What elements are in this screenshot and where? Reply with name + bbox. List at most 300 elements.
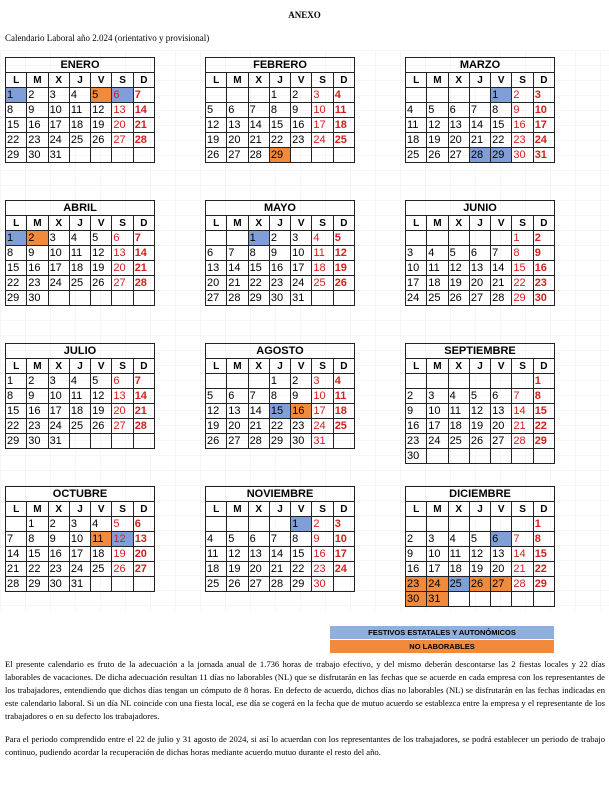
weekday-header: M: [227, 359, 248, 374]
weekday-header: S: [112, 73, 133, 88]
weekday-header: M: [427, 216, 448, 231]
day-cell: 14: [133, 389, 154, 404]
day-cell: 23: [406, 434, 427, 449]
day-cell: 14: [133, 103, 154, 118]
day-cell: 6: [206, 246, 227, 261]
day-cell: 23: [512, 133, 533, 148]
weekday-header: J: [469, 502, 490, 517]
day-cell: 29: [269, 434, 290, 449]
day-cell: 24: [291, 276, 312, 291]
day-cell: 28: [248, 434, 269, 449]
day-cell: 6: [112, 374, 133, 389]
empty-cell: [533, 449, 554, 464]
day-cell: 19: [91, 404, 112, 419]
day-cell: 20: [448, 133, 469, 148]
day-cell: 8: [269, 389, 290, 404]
day-cell: 20: [112, 118, 133, 133]
day-cell: 30: [291, 434, 312, 449]
day-cell: 17: [312, 404, 333, 419]
weekday-header: V: [491, 216, 512, 231]
day-cell: 25: [427, 291, 448, 306]
day-cell: 11: [333, 389, 354, 404]
weekday-header: L: [406, 359, 427, 374]
day-cell: 20: [112, 261, 133, 276]
weekday-header: V: [291, 502, 312, 517]
empty-cell: [133, 434, 154, 449]
day-cell: 19: [206, 133, 227, 148]
day-cell: 2: [291, 88, 312, 103]
day-cell: 9: [512, 103, 533, 118]
empty-cell: [91, 434, 112, 449]
month-julio: [5, 343, 155, 449]
day-cell: 10: [533, 103, 554, 118]
weekday-header: X: [48, 502, 69, 517]
day-cell: 23: [291, 419, 312, 434]
empty-cell: [69, 434, 90, 449]
empty-cell: [291, 148, 312, 163]
day-cell: 23: [533, 276, 554, 291]
day-cell: 2: [533, 231, 554, 246]
day-cell: 2: [27, 231, 48, 246]
day-cell: 26: [112, 562, 133, 577]
day-cell: 6: [227, 103, 248, 118]
weekday-header: X: [448, 216, 469, 231]
month-enero: [5, 57, 155, 163]
day-cell: 3: [406, 246, 427, 261]
day-cell: 18: [406, 133, 427, 148]
day-cell: 11: [406, 118, 427, 133]
day-cell: 25: [333, 419, 354, 434]
weekday-header: L: [406, 73, 427, 88]
weekday-header: J: [69, 502, 90, 517]
day-cell: 1: [491, 88, 512, 103]
day-cell: 31: [48, 434, 69, 449]
day-cell: 17: [333, 547, 354, 562]
empty-cell: [133, 148, 154, 163]
day-cell: 8: [6, 103, 27, 118]
day-cell: 12: [112, 532, 133, 547]
day-cell: 5: [448, 246, 469, 261]
empty-cell: [491, 449, 512, 464]
day-cell: 6: [133, 517, 154, 532]
day-cell: 7: [469, 103, 490, 118]
day-cell: 6: [491, 389, 512, 404]
day-cell: 27: [112, 276, 133, 291]
day-cell: 1: [6, 374, 27, 389]
day-cell: 30: [269, 291, 290, 306]
empty-cell: [227, 517, 248, 532]
day-cell: 8: [27, 532, 48, 547]
day-cell: 9: [291, 389, 312, 404]
day-cell: 31: [427, 592, 448, 607]
weekday-header: X: [48, 216, 69, 231]
month-name: ABRIL: [6, 201, 155, 216]
empty-cell: [333, 434, 354, 449]
weekday-header: S: [112, 502, 133, 517]
empty-cell: [248, 517, 269, 532]
day-cell: 13: [112, 389, 133, 404]
month-name: FEBRERO: [206, 58, 355, 73]
day-cell: 12: [333, 246, 354, 261]
day-cell: 10: [48, 389, 69, 404]
day-cell: 4: [69, 88, 90, 103]
day-cell: 26: [469, 434, 490, 449]
day-cell: 10: [291, 246, 312, 261]
page-title: ANEXO: [288, 10, 321, 20]
empty-cell: [448, 592, 469, 607]
month-name: DICIEMBRE: [406, 487, 555, 502]
empty-cell: [206, 374, 227, 389]
day-cell: 23: [27, 276, 48, 291]
empty-cell: [427, 374, 448, 389]
day-cell: 30: [533, 291, 554, 306]
day-cell: 15: [269, 118, 290, 133]
day-cell: 11: [91, 532, 112, 547]
paragraph-periodo-continuo: Para el periodo comprendido entre el 22 de julio y 31 agosto de 2024, si así lo acuerdan con los representantes de los trabajadores, se podrá establecer un periodo de trabajo continuo, pudiendo acordar la recuperación de dichas horas mediante acuerdo mutuo durante el resto del año.: [5, 734, 605, 757]
day-cell: 1: [512, 231, 533, 246]
empty-cell: [469, 517, 490, 532]
weekday-header: S: [512, 359, 533, 374]
day-cell: 13: [248, 547, 269, 562]
day-cell: 28: [133, 276, 154, 291]
day-cell: 17: [312, 118, 333, 133]
day-cell: 14: [248, 118, 269, 133]
day-cell: 17: [48, 261, 69, 276]
day-cell: 18: [206, 562, 227, 577]
day-cell: 18: [448, 419, 469, 434]
month-name: OCTUBRE: [6, 487, 155, 502]
day-cell: 18: [69, 261, 90, 276]
day-cell: 5: [91, 374, 112, 389]
day-cell: 28: [133, 419, 154, 434]
weekday-header: V: [491, 73, 512, 88]
day-cell: 16: [27, 261, 48, 276]
month-marzo: [405, 57, 555, 163]
day-cell: 25: [333, 133, 354, 148]
month-name: ENERO: [6, 58, 155, 73]
day-cell: 26: [227, 577, 248, 592]
day-cell: 27: [469, 291, 490, 306]
day-cell: 27: [491, 434, 512, 449]
day-cell: 9: [27, 103, 48, 118]
day-cell: 16: [533, 261, 554, 276]
weekday-header: L: [6, 216, 27, 231]
day-cell: 3: [312, 374, 333, 389]
weekday-header: J: [69, 216, 90, 231]
day-cell: 22: [512, 276, 533, 291]
day-cell: 2: [406, 389, 427, 404]
weekday-header: M: [227, 216, 248, 231]
day-cell: 20: [133, 547, 154, 562]
weekday-header: D: [533, 359, 554, 374]
weekday-header: J: [269, 216, 290, 231]
day-cell: 1: [533, 374, 554, 389]
empty-cell: [206, 88, 227, 103]
day-cell: 25: [406, 148, 427, 163]
day-cell: 1: [533, 517, 554, 532]
weekday-header: L: [6, 359, 27, 374]
day-cell: 14: [133, 246, 154, 261]
day-cell: 19: [469, 562, 490, 577]
weekday-header: L: [406, 216, 427, 231]
day-cell: 15: [6, 118, 27, 133]
day-cell: 12: [469, 404, 490, 419]
month-name: JULIO: [6, 344, 155, 359]
weekday-header: L: [6, 73, 27, 88]
empty-cell: [91, 291, 112, 306]
day-cell: 9: [269, 246, 290, 261]
day-cell: 14: [269, 547, 290, 562]
day-cell: 29: [291, 577, 312, 592]
day-cell: 8: [491, 103, 512, 118]
day-cell: 1: [269, 374, 290, 389]
month-name: MAYO: [206, 201, 355, 216]
day-cell: 11: [333, 103, 354, 118]
day-cell: 23: [291, 133, 312, 148]
day-cell: 20: [469, 276, 490, 291]
weekday-header: X: [48, 359, 69, 374]
day-cell: 21: [133, 118, 154, 133]
day-cell: 18: [333, 404, 354, 419]
day-cell: 23: [48, 562, 69, 577]
day-cell: 2: [406, 532, 427, 547]
day-cell: 12: [227, 547, 248, 562]
day-cell: 29: [6, 148, 27, 163]
day-cell: 12: [91, 246, 112, 261]
weekday-header: X: [448, 502, 469, 517]
day-cell: 28: [269, 577, 290, 592]
weekday-header: M: [227, 502, 248, 517]
day-cell: 4: [312, 231, 333, 246]
empty-cell: [6, 517, 27, 532]
empty-cell: [112, 577, 133, 592]
weekday-header: J: [269, 502, 290, 517]
day-cell: 22: [533, 562, 554, 577]
day-cell: 15: [6, 261, 27, 276]
day-cell: 8: [6, 246, 27, 261]
day-cell: 16: [406, 419, 427, 434]
day-cell: 1: [6, 231, 27, 246]
weekday-header: V: [291, 73, 312, 88]
day-cell: 24: [333, 562, 354, 577]
day-cell: 16: [291, 404, 312, 419]
empty-cell: [406, 374, 427, 389]
day-cell: 21: [512, 562, 533, 577]
empty-cell: [112, 291, 133, 306]
month-septiembre: [405, 343, 555, 464]
day-cell: 10: [312, 389, 333, 404]
day-cell: 25: [448, 577, 469, 592]
empty-cell: [427, 88, 448, 103]
day-cell: 29: [269, 148, 290, 163]
day-cell: 3: [48, 374, 69, 389]
weekday-header: V: [91, 216, 112, 231]
day-cell: 29: [27, 577, 48, 592]
day-cell: 19: [112, 547, 133, 562]
empty-cell: [469, 592, 490, 607]
day-cell: 20: [491, 419, 512, 434]
day-cell: 8: [248, 246, 269, 261]
day-cell: 10: [48, 246, 69, 261]
empty-cell: [227, 231, 248, 246]
day-cell: 17: [48, 118, 69, 133]
day-cell: 16: [27, 404, 48, 419]
day-cell: 15: [533, 547, 554, 562]
day-cell: 15: [6, 404, 27, 419]
day-cell: 8: [6, 389, 27, 404]
day-cell: 14: [248, 404, 269, 419]
day-cell: 27: [491, 577, 512, 592]
day-cell: 12: [427, 118, 448, 133]
day-cell: 26: [427, 148, 448, 163]
weekday-header: D: [133, 216, 154, 231]
empty-cell: [427, 517, 448, 532]
day-cell: 2: [269, 231, 290, 246]
day-cell: 18: [333, 118, 354, 133]
day-cell: 14: [227, 261, 248, 276]
month-name: SEPTIEMBRE: [406, 344, 555, 359]
day-cell: 13: [448, 118, 469, 133]
day-cell: 20: [227, 133, 248, 148]
day-cell: 10: [48, 103, 69, 118]
weekday-header: S: [312, 73, 333, 88]
day-cell: 8: [533, 532, 554, 547]
day-cell: 16: [27, 118, 48, 133]
empty-cell: [206, 517, 227, 532]
weekday-header: V: [91, 502, 112, 517]
weekday-header: L: [206, 502, 227, 517]
day-cell: 21: [248, 133, 269, 148]
day-cell: 2: [312, 517, 333, 532]
day-cell: 29: [512, 291, 533, 306]
weekday-header: L: [206, 359, 227, 374]
day-cell: 14: [6, 547, 27, 562]
day-cell: 5: [227, 532, 248, 547]
day-cell: 22: [6, 419, 27, 434]
day-cell: 25: [69, 133, 90, 148]
day-cell: 5: [91, 88, 112, 103]
day-cell: 6: [248, 532, 269, 547]
empty-cell: [448, 449, 469, 464]
day-cell: 23: [269, 276, 290, 291]
day-cell: 7: [133, 374, 154, 389]
day-cell: 27: [112, 419, 133, 434]
weekday-header: D: [533, 216, 554, 231]
day-cell: 19: [91, 118, 112, 133]
day-cell: 12: [469, 547, 490, 562]
day-cell: 3: [312, 88, 333, 103]
legend-festivos: FESTIVOS ESTATALES Y AUTONÓMICOS: [330, 626, 554, 639]
day-cell: 21: [491, 276, 512, 291]
day-cell: 16: [269, 261, 290, 276]
day-cell: 2: [27, 374, 48, 389]
weekday-header: S: [112, 216, 133, 231]
day-cell: 13: [227, 118, 248, 133]
day-cell: 5: [333, 231, 354, 246]
day-cell: 24: [69, 562, 90, 577]
empty-cell: [512, 449, 533, 464]
day-cell: 14: [512, 547, 533, 562]
day-cell: 10: [312, 103, 333, 118]
empty-cell: [112, 434, 133, 449]
day-cell: 7: [491, 246, 512, 261]
weekday-header: S: [512, 502, 533, 517]
day-cell: 3: [291, 231, 312, 246]
weekday-header: J: [469, 73, 490, 88]
day-cell: 4: [206, 532, 227, 547]
legend-no-laborables: NO LABORABLES: [330, 640, 554, 653]
empty-cell: [491, 231, 512, 246]
paragraph-adecuacion: El presente calendario es fruto de la adecuación a la jornada anual de 1.736 horas de trabajo efectivo, y del mismo deberán descontarse las 2 fiestas locales y 22 días laborables de vacaciones. De dicha adecuación resultan 11 días no laborables (NL) que se disfrutarán en las fechas que se acuerde en cada empresa con los representantes de los trabajadores, entendiendo que dichos días tengan un cómputo de 8 horas. En defecto de acuerdo, dichos días no laborables (NL) se disfrutarán en las fechas indicadas en este calendario laboral. Si un día NL coincide con una fiesta local, ese día se cogerá en la fecha que de mutuo acuerdo se establezca entre la empresa y el representante de los trabajadores o en su defecto los trabajadores.: [5, 659, 605, 721]
empty-cell: [69, 148, 90, 163]
weekday-header: M: [27, 359, 48, 374]
empty-cell: [448, 88, 469, 103]
weekday-header: M: [27, 73, 48, 88]
day-cell: 20: [491, 562, 512, 577]
empty-cell: [406, 517, 427, 532]
weekday-header: D: [333, 502, 354, 517]
day-cell: 22: [269, 133, 290, 148]
day-cell: 29: [6, 434, 27, 449]
day-cell: 30: [406, 449, 427, 464]
day-cell: 4: [333, 88, 354, 103]
day-cell: 24: [48, 276, 69, 291]
day-cell: 4: [427, 246, 448, 261]
day-cell: 28: [469, 148, 490, 163]
weekday-header: D: [133, 502, 154, 517]
day-cell: 18: [69, 118, 90, 133]
day-cell: 15: [533, 404, 554, 419]
day-cell: 14: [491, 261, 512, 276]
day-cell: 26: [91, 419, 112, 434]
day-cell: 22: [533, 419, 554, 434]
day-cell: 5: [206, 103, 227, 118]
day-cell: 27: [227, 148, 248, 163]
day-cell: 19: [448, 276, 469, 291]
day-cell: 17: [69, 547, 90, 562]
empty-cell: [491, 374, 512, 389]
day-cell: 23: [406, 577, 427, 592]
day-cell: 24: [48, 419, 69, 434]
weekday-header: S: [312, 216, 333, 231]
day-cell: 1: [248, 231, 269, 246]
day-cell: 31: [69, 577, 90, 592]
day-cell: 14: [469, 118, 490, 133]
weekday-header: D: [533, 73, 554, 88]
day-cell: 22: [6, 276, 27, 291]
day-cell: 7: [227, 246, 248, 261]
day-cell: 29: [248, 291, 269, 306]
day-cell: 3: [427, 389, 448, 404]
empty-cell: [112, 148, 133, 163]
day-cell: 19: [227, 562, 248, 577]
day-cell: 20: [248, 562, 269, 577]
day-cell: 16: [512, 118, 533, 133]
day-cell: 16: [406, 562, 427, 577]
day-cell: 2: [512, 88, 533, 103]
empty-cell: [333, 577, 354, 592]
day-cell: 24: [406, 291, 427, 306]
empty-cell: [133, 291, 154, 306]
day-cell: 14: [512, 404, 533, 419]
day-cell: 17: [291, 261, 312, 276]
day-cell: 7: [269, 532, 290, 547]
day-cell: 9: [291, 103, 312, 118]
empty-cell: [333, 148, 354, 163]
weekday-header: V: [91, 73, 112, 88]
day-cell: 25: [312, 276, 333, 291]
day-cell: 8: [291, 532, 312, 547]
